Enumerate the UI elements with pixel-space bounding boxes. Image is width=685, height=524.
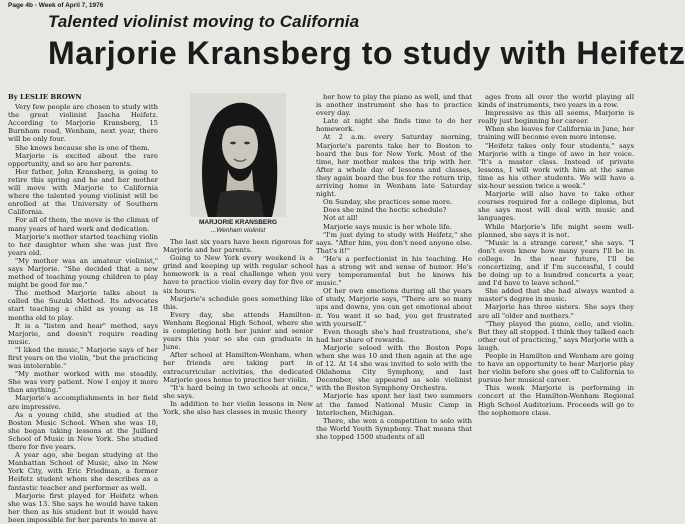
portrait-photo (190, 93, 286, 217)
paragraph: "My mother worked with me steadily. She was very patient. Now I enjoy it more than anything." (8, 370, 158, 395)
paragraph: As a young child, she studied at the Boston Music School. When she was 10, she began taking lessons at the Juillard School of Music in New York. She studied there for five years. (8, 410, 158, 452)
paragraph: Marjorie has three sisters. She says they are all "older and mothers." (478, 303, 634, 320)
paragraph: She added that she had always wanted a master's degree in music. (478, 287, 634, 304)
paragraph: Going to New York every weekend is a grind and keeping up with regular school homework is a real challenge when you have to practice violin every day for five or six hours. (163, 254, 313, 295)
kicker-headline: Talented violinist moving to California (48, 12, 360, 31)
paragraph: In addition to her violin lessons in New York, she also has classes in music theory (163, 399, 313, 416)
paragraph: Impressive as this all seems, Marjorie is really just beginning her career. (478, 109, 634, 126)
paragraph: Marjorie is excited about the rare opportunity, and so are her parents. (8, 151, 158, 168)
paragraph: After school at Hamilton-Wenham, when her friends are taking part in extracurricular activities, the dedicated Marjorie goes home to practice her violin. (163, 351, 313, 384)
paragraph: Marjorie soloed with the Boston Pops when she was 10 and then again at the age of 12. At 14 she was invited to solo with the Oklahoma City Symphony, and last December, she appeared as solo violinist with the Boston Symphony Orchestra. (316, 343, 472, 393)
paragraph: Every day, she attends Hamilton-Wenham Regional High School, where she is completing both her junior and senior years this year so she can graduate in June. (163, 310, 313, 352)
paragraph: "Music is a strange career," she says. "I don't even know how many years I'll be in college. In the near future, I'll be concertizing, and if I'm successful, I could be doing up to a hundred concerts a year, and I'd have to leave school." (478, 238, 634, 288)
byline: By LESLIE BROWN (8, 93, 82, 101)
paragraph: her how to play the piano as well, and that is another instrument she has to practice every day. (316, 93, 472, 118)
paragraph: The method Marjorie talks about is called the Suzuki Method. Its advocates start teaching a child as young as 18 months old to play. (8, 289, 158, 322)
paragraph: "Heifetz takes only four students," says Marjorie with a tinge of awe in her voice. "It's a master class. Instead of private lessons, I will work with him at the same time as his other students. We will have a six-hour session twice a week." (478, 141, 634, 191)
paragraph: Late at night she finds time to do her homework. (316, 117, 472, 134)
paragraph: Marjorie's accomplishments in her field are impressive. (8, 394, 158, 411)
paragraph: Marjorie's mother started teaching violin to her daughter when she was just five years old. (8, 232, 158, 257)
article-column-3 (316, 93, 472, 495)
paragraph: There, she won a competition to solo with the World Youth Symphony. That means that she topped 1500 students of all (316, 416, 472, 441)
paragraph: "My mother was an amateur violinist," says Marjorie. "She decided that a new method of teaching young children to play might be good for me." (8, 256, 158, 290)
paragraph: "I liked the music," Marjorie says of her first years on the violin, "but the practicing was intolerable." (8, 345, 158, 371)
paragraph: Even though she's had frustrations, she's had her share of rewards. (316, 327, 472, 344)
paragraph: ages from all over the world playing all kinds of instruments, two years in a row. (478, 93, 634, 110)
paragraph: This week Marjorie is performing in concert at the Hamilton-Wenham Regional High School Auditorium. Proceeds will go to the sophomore class. (478, 384, 634, 417)
article-column-4 (478, 93, 634, 495)
paragraph: "It's hard being in two schools at once," she says. (163, 383, 313, 400)
paragraph: Marjorie's schedule goes something like this. (163, 294, 313, 311)
paragraph: "He's a perfectionist in his teaching. He has a strong wit and sense of humor. He's very temperamental but he knows his music." (316, 254, 472, 288)
paragraph: "I'm just dying to study with Heifetz," she says. "After him, you don't need anyone else. That's it!" (316, 230, 472, 255)
portrait-illustration (190, 93, 286, 217)
paragraph: Marjorie first played for Heifetz when she was 13. She says he would have taken her then as his student but it would have been impossible for her parents to move at (8, 491, 158, 524)
paragraph: Of her own emotions during all the years of study, Marjorie says, "There are so many ups and downs, you can get emotional about it. You want it so bad, you get frustrated with yourself." (316, 287, 472, 328)
photo-caption-subtitle: ...Wenham violinist (210, 227, 266, 234)
paragraph: At 2 a.m. every Saturday morning, Marjorie's parents take her to Boston to board the bus for New York. Most of the time, her mother makes the trip with her. After a whole day of lessons and classes, they again board the bus for the return trip, arriving home in Wenham late Saturday night. (316, 133, 472, 199)
paragraph: "They played the piano, cello, and violin. But they all stopped. I think they talked each other out of practicing," says Marjorie with a laugh. (478, 319, 634, 352)
paragraph: Does she mind the hectic schedule? (323, 206, 447, 215)
paragraph: Very few people are chosen to study with the great violinist Jascha Heifetz. According to Marjorie Kransberg, 15 Burnham road, Wenham, next year, there will be only four. (8, 103, 158, 144)
paragraph: The last six years have been rigorous for Marjorie and her parents. (163, 238, 313, 255)
paragraph: Her father, John Kransberg, is going to retire this spring and he and her mother will move with Marjorie to California where the talented young violinist will be enrolled at the University of Southern California. (8, 167, 158, 217)
article-column-2 (163, 238, 313, 495)
paragraph: Marjorie has spent her last two summers at the famed National Music Camp in Interlochen, Michigan. (316, 392, 472, 417)
paragraph: For all of them, the move is the climax of many years of hard work and dedication. (8, 216, 158, 233)
paragraph: On Sunday, she practices some more. (323, 198, 453, 207)
paragraph: It is a "listen and hear" method, says Marjorie, and doesn't require reading music. (8, 321, 158, 346)
article-column-1 (8, 93, 158, 524)
photo-figure (163, 93, 313, 234)
paragraph: Marjorie says music is her whole life. (323, 222, 452, 231)
paragraph: While Marjorie's life might seem well-planned, she says it is not. (478, 222, 634, 239)
page-header: Page 4b - Week of April 7, 1976 (8, 2, 104, 9)
main-headline: Marjorie Kransberg to study with Heifetz (48, 35, 685, 71)
paragraph: When she leaves for California in June, her training will become even more intense. (478, 125, 634, 142)
paragraph: A year ago, she began studying at the Manhattan School of Music, also in New York City, with Eric Friedman, a former Heifetz student whom she describes as a fantastic teacher and performer as well. (8, 451, 158, 492)
paragraph: Not at all! (323, 214, 359, 223)
paragraph: Marjorie will also have to take other courses required for a college diploma, but she says most will deal with music and languages. (478, 190, 634, 223)
photo-caption-name: MARJORIE KRANSBERG (198, 219, 277, 226)
paragraph: People in Hamilton and Wenham are going to have an opportunity to hear Marjorie play her violin before she goes off to California to pursue her musical career. (478, 352, 634, 385)
paragraph: She knows because she is one of them. (15, 143, 150, 152)
